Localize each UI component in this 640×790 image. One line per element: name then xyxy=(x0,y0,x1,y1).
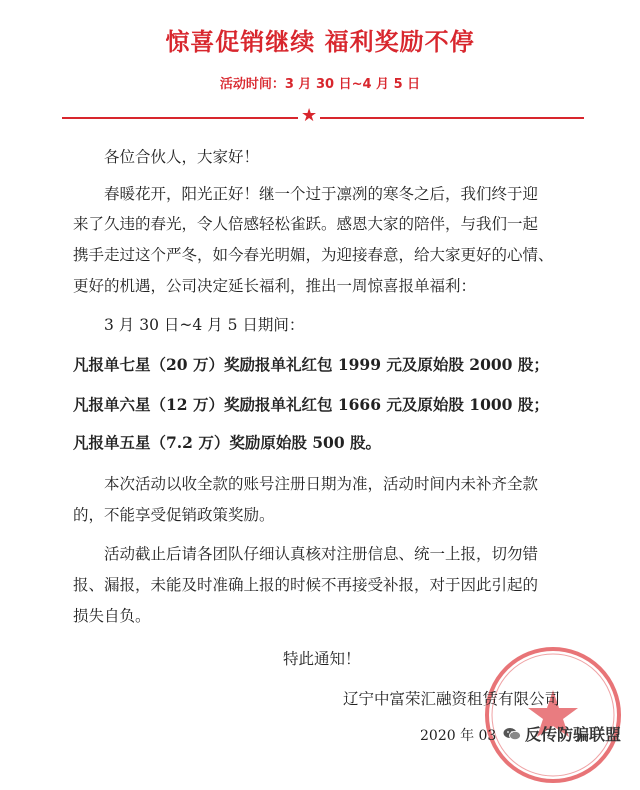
event-period-subtitle: 活动时间：3 月 30 日~4 月 5 日 xyxy=(219,77,421,92)
wechat-icon xyxy=(503,727,521,741)
page-title: 惊喜促销继续 福利奖励不停 xyxy=(165,28,475,56)
intro-line-4: 更好的机遇，公司决定延长福利，推出一周惊喜报单福利： xyxy=(73,277,477,295)
notice-line-3: 损失自负。 xyxy=(73,607,151,625)
notice-line-1: 活动截止后请各团队仔细认真核对注册信息、统一上报，切勿错 xyxy=(104,545,539,563)
reward-six-star: 凡报单六星（12 万）奖励报单礼红包 1666 元及原始股 1000 股； xyxy=(73,395,549,414)
reward-five-star: 凡报单五星（7.2 万）奖励原始股 500 股。 xyxy=(73,433,382,452)
issue-date: 2020 年 03 xyxy=(420,728,497,744)
greeting: 各位合伙人，大家好！ xyxy=(104,148,260,166)
watermark-label: 反传防骗联盟 xyxy=(525,725,622,744)
intro-line-3: 携手走过这个严冬，如今春光明媚，为迎接春意，给大家更好的心情、 xyxy=(73,246,554,264)
star-icon: ★ xyxy=(301,105,318,126)
divider-right xyxy=(320,117,584,119)
reward-seven-star: 凡报单七星（20 万）奖励报单礼红包 1999 元及原始股 2000 股； xyxy=(73,355,549,374)
period-line: 3 月 30 日~4 月 5 日期间： xyxy=(104,316,305,334)
watermark xyxy=(503,722,621,745)
rule-line-2: 的，不能享受促销政策奖励。 xyxy=(73,506,275,524)
company-seal xyxy=(478,640,628,790)
closing-line: 特此通知！ xyxy=(283,650,361,668)
company-name: 辽宁中富荣汇融资租赁有限公司 xyxy=(343,690,561,708)
intro-line-1: 春暖花开，阳光正好！继一个过于凛冽的寒冬之后，我们终于迎 xyxy=(104,185,539,203)
notice-line-2: 报、漏报，未能及时准确上报的时候不再接受补报，对于因此引起的 xyxy=(73,576,539,594)
intro-line-2: 来了久违的春光，令人倍感轻松雀跃。感恩大家的陪伴，与我们一起 xyxy=(73,215,539,233)
divider-left xyxy=(62,117,298,119)
rule-line-1: 本次活动以收全款的账号注册日期为准，活动时间内未补齐全款 xyxy=(104,475,539,493)
